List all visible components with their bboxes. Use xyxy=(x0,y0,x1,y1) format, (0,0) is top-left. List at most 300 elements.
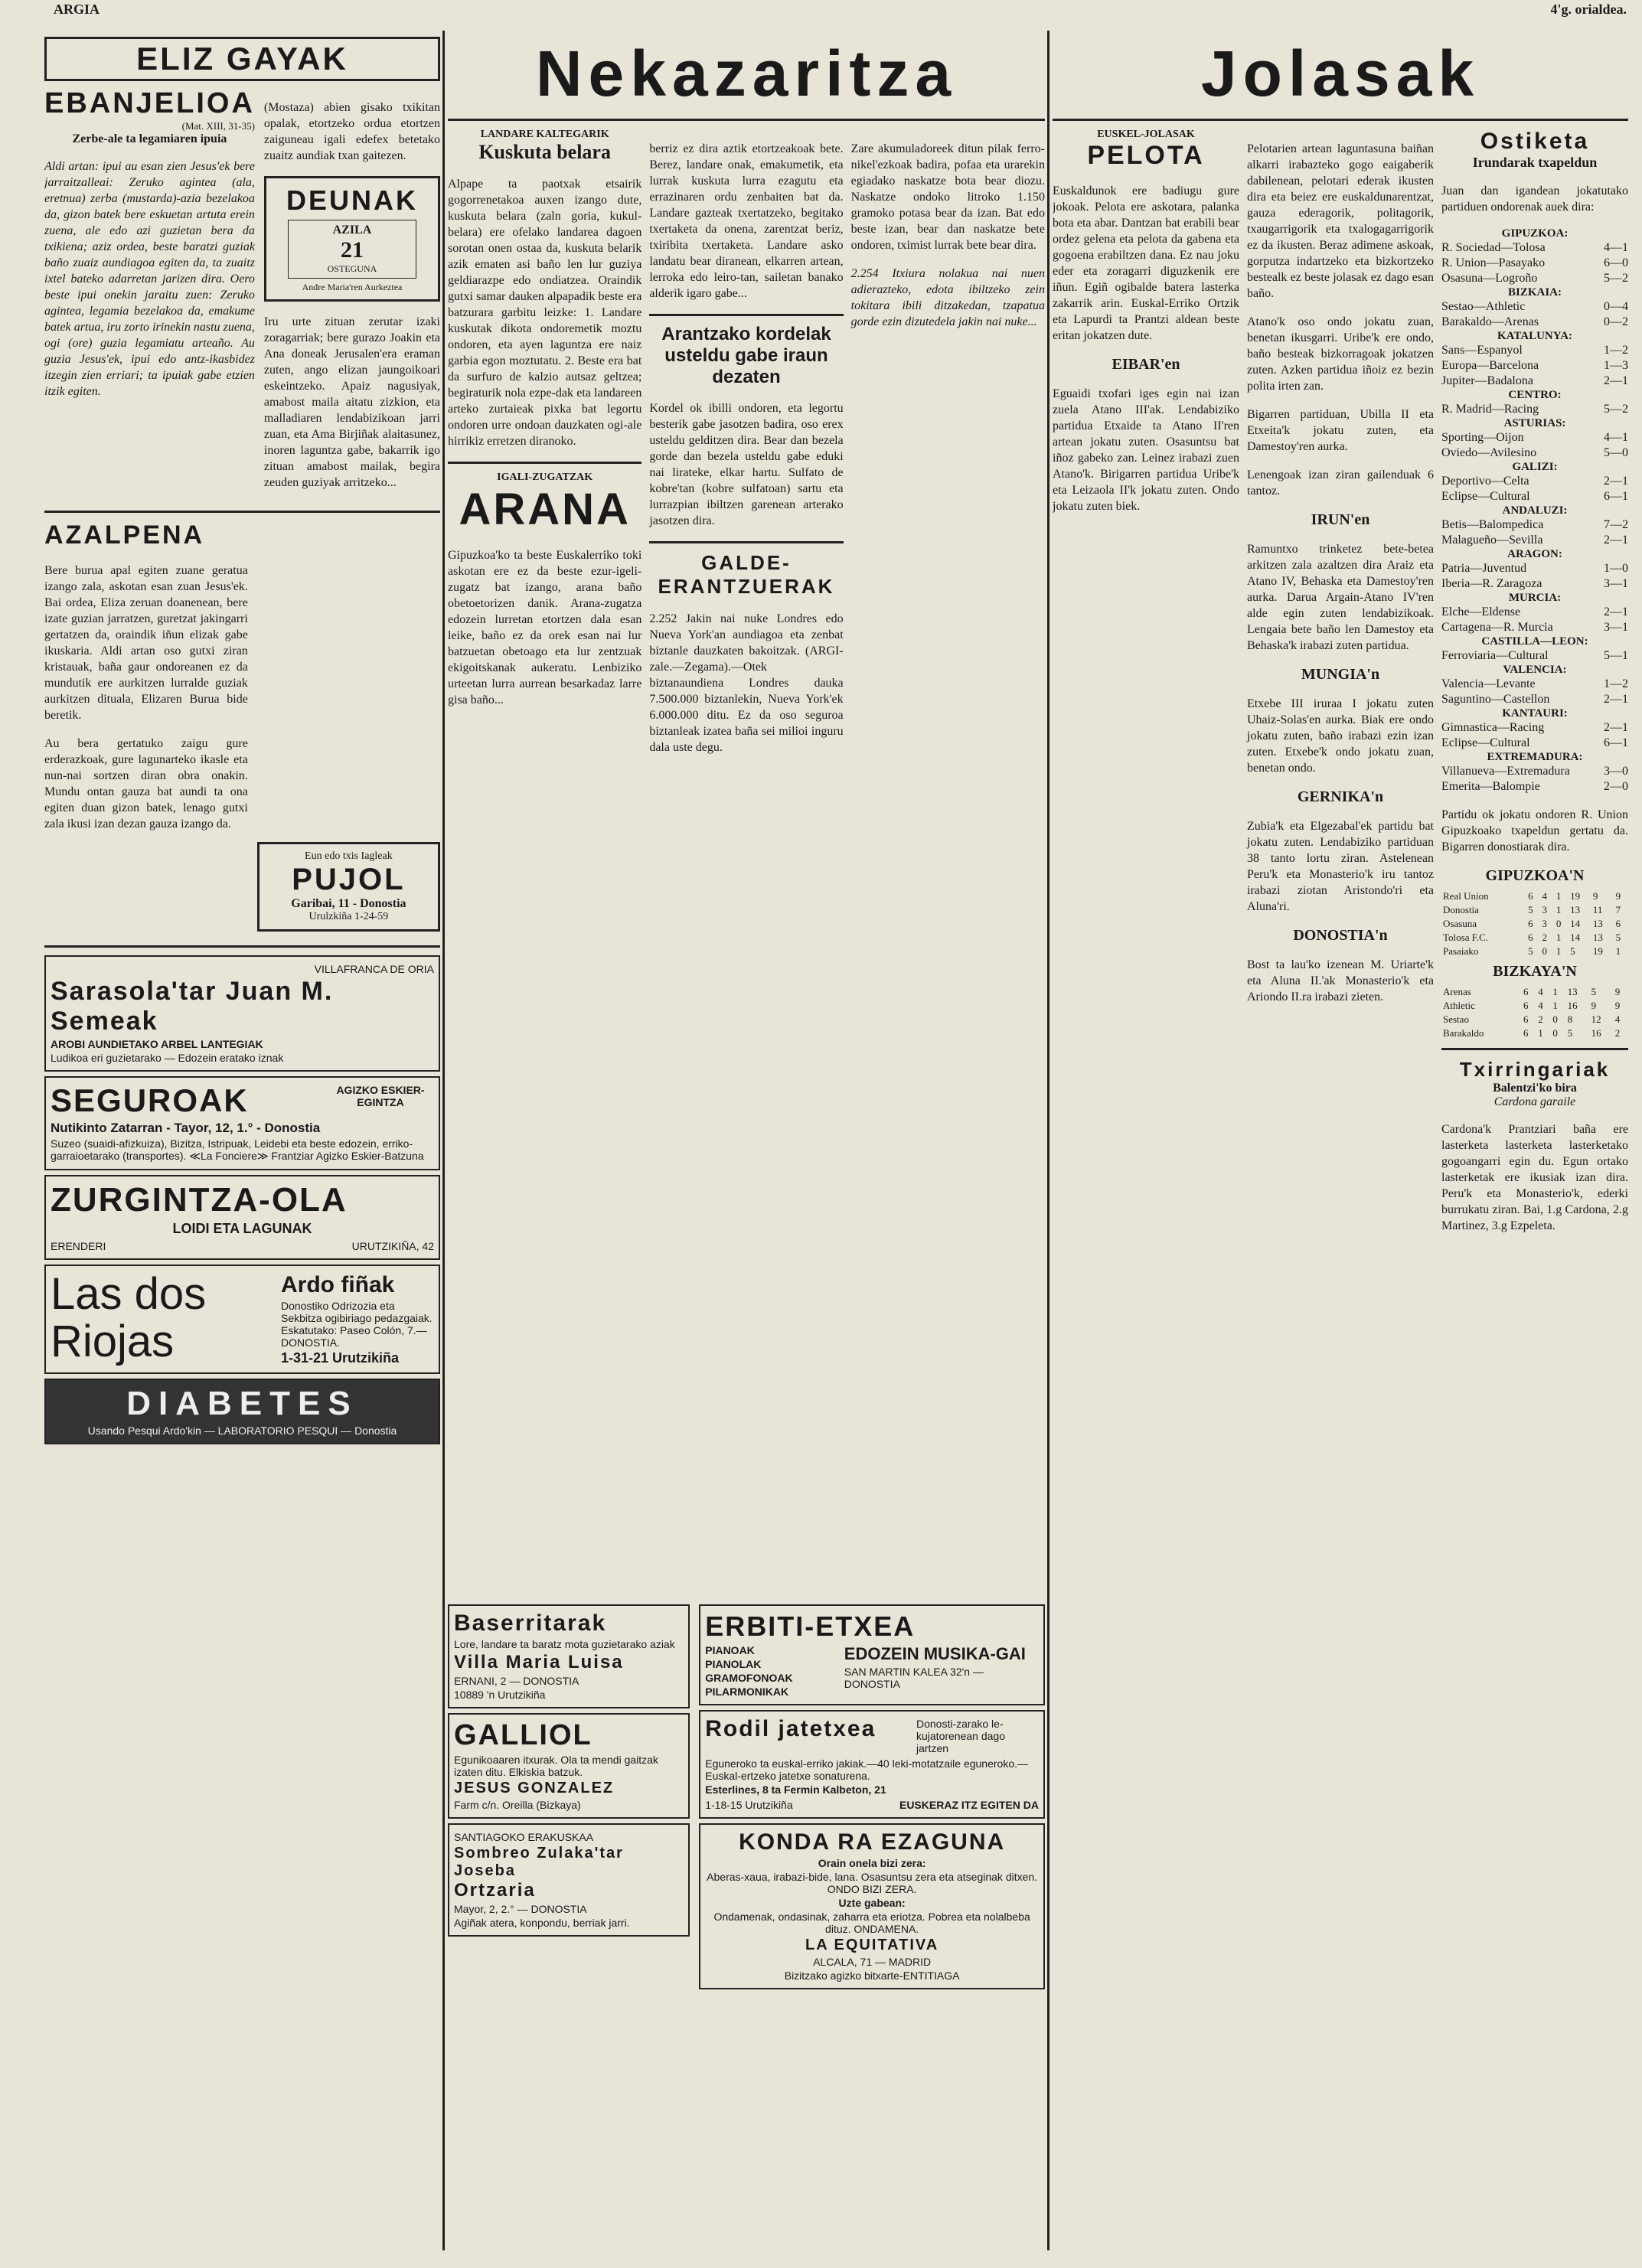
nekazaritza-title: Nekazaritza xyxy=(535,38,958,109)
match-score: 2—1 xyxy=(1604,693,1628,706)
gipuzkoa-standings xyxy=(1441,889,1628,958)
column-rule xyxy=(1047,31,1050,2250)
standings-cell: 1 xyxy=(1555,890,1562,902)
ostiketa-intro: Juan dan igandean jokatutako partiduen ondorenak auek dira: xyxy=(1441,184,1628,214)
standings-cell: 16 xyxy=(1567,1000,1578,1011)
txirrin-title: Txirringariak xyxy=(1459,1058,1611,1081)
standings-cell: 2 xyxy=(1538,1013,1543,1025)
ad-rodil-text: Eguneroko ta euskal-erriko jakiak.—40 leki-motatzaile eguneroko.—Euskal-ertzeko jatetxe sonaturena. xyxy=(705,1757,1028,1782)
column-nekazaritza-ads xyxy=(448,1600,1045,2227)
match-score: 2—1 xyxy=(1604,374,1628,387)
standings-cell: 9 xyxy=(1592,890,1598,902)
eibar-text3: Lenengoak izan ziran gailenduak 6 tantoz. xyxy=(1247,468,1434,498)
standings-cell: 9 xyxy=(1614,986,1621,997)
standings-cell: Osasuna xyxy=(1443,918,1477,929)
match-score: 1—2 xyxy=(1604,344,1628,357)
match-teams: Iberia—R. Zaragoza xyxy=(1441,577,1542,590)
ad-rodil-addr: Esterlines, 8 ta Fermin Kalbeton, 21 xyxy=(705,1783,886,1796)
match-teams: Osasuna—Logroño xyxy=(1441,272,1538,285)
ad-las-dos-riojas xyxy=(44,1265,440,1374)
match-result xyxy=(1441,489,1628,504)
match-score: 0—2 xyxy=(1604,315,1628,328)
standings-cell: 0 xyxy=(1552,1013,1558,1025)
ad-rodil-title: Rodil jatetxea xyxy=(705,1716,876,1741)
standings-cell: 6 xyxy=(1528,918,1533,929)
ad-zurgintza-title: ZURGINTZA-OLA xyxy=(51,1181,348,1219)
standings-cell: 5 xyxy=(1567,1027,1573,1039)
match-result xyxy=(1441,648,1628,664)
azalpena-text: Bere burua apal egiten zuane geratua izango zala, askotan esan zuan Jesus'ek. Bai ordea, Eliza zeruan doanenean, bere izate guzian jarratzen, guretzat jakingarri gertatzen da, oraindik iñun elizak gabe ikuskaria. Aldi artan oso gutxi ziran kristauak, baña gaur ondoreanen ez da mundutik ere aurkitzen lurralde guziak aurkitzen dituala, Elizaren Burua bide beretik. xyxy=(44,564,248,722)
match-result xyxy=(1441,256,1628,271)
ad-erbiti-item: PIANOAK xyxy=(705,1644,755,1656)
section-title: ELIZ GAYAK xyxy=(136,41,348,77)
standings-cell: 5 xyxy=(1591,986,1597,997)
match-teams: Ferroviaria—Cultural xyxy=(1441,649,1549,662)
standings-cell: 0 xyxy=(1542,945,1547,957)
match-score: 4—1 xyxy=(1604,241,1628,254)
ad-erbiti-right: EDOZEIN MUSIKA-GAI xyxy=(844,1644,1026,1663)
mungia-text: Etxebe III iruraa I jokatu zuten Uhaiz-Solas'en aurka. Biak ere ondo jokatu zuten, baño irabazi ezin izan zuten. Etxebe'k ondo jokatu zuan, benetan ondo. xyxy=(1247,697,1434,775)
standings-cell: 0 xyxy=(1552,1027,1558,1039)
ad-konda-line3: Uzte gabean: xyxy=(838,1897,906,1909)
match-teams: R. Sociedad—Tolosa xyxy=(1441,241,1546,254)
igali-text: Gipuzkoa'ko ta beste Euskalerriko toki askotan ere ez da beste ezur-igeli-zugatz bat izango, arana baño obetoetorizen danik. Arana-zugatza edozein lurretan etortzen dala esan leike, baño ez da orek esan nai lur batzuetan obetoago eta lur zentzuak ekigoitskanak aukeratu. Lenbiziko urteetan lurra aurrean besarkadaz larre gisa baño... xyxy=(448,549,642,707)
ad-galliol xyxy=(448,1713,690,1819)
region-name: CENTRO: xyxy=(1508,389,1562,401)
standings-cell: 9 xyxy=(1615,890,1621,902)
standings-cell: Pasaiako xyxy=(1443,945,1479,957)
match-score: 4—1 xyxy=(1604,431,1628,444)
landare-text: Alpape ta paotxak etsairik gogorrenetakoa auxen izango dute, kuskuta belara (zaln goria, kukul-belara) ere ofelako landarea dagoen sorotan onen ostaa da, kuskuta belarik azik ematen asi baño len lur guziya geldiarazpe edo ondiatzea. Oraindik gutxi samar dauken alpapadik beste era batzurara garbitu leizke: 1. Landare kuskutak dikota ondoremetik moztu ondoren, eta ayen laguntza ere naiz garbia egon moztutatu. 2. Beste era bat da surfuro de kalzio autsaz geltzea; begiraturik nola ezpe-dak eta landareen arteko zurtaieak pixka bat legortu ondoren urre ondoan dauzkaten ogi-ale hirrikiz erretzen diranoko. xyxy=(448,178,642,448)
ebanjelioa-title: EBANJELIOA xyxy=(44,87,255,119)
ad-diabetes-note: Usando Pesqui Ardo'kin — LABORATORIO PESQUI — Donostia xyxy=(87,1424,397,1437)
deunak-weekday: OSTEGUNA xyxy=(327,263,377,274)
masthead-right: 4'g. orialdea. xyxy=(1550,2,1627,17)
ostiketa-title: Ostiketa xyxy=(1480,129,1590,154)
match-score: 2—1 xyxy=(1604,475,1628,488)
match-teams: Malagueño—Sevilla xyxy=(1441,534,1543,547)
match-teams: Europa—Barcelona xyxy=(1441,359,1539,372)
standings-cell: 19 xyxy=(1592,945,1603,957)
pujol-name: PUJOL xyxy=(292,863,406,896)
match-result xyxy=(1441,374,1628,389)
standings-row xyxy=(1441,903,1628,917)
jolasak-title: Jolasak xyxy=(1200,38,1480,109)
region-name: ARAGON: xyxy=(1507,548,1562,560)
standings-row xyxy=(1441,985,1628,999)
match-score: 1—0 xyxy=(1604,562,1628,575)
standings-cell: 2 xyxy=(1614,1027,1621,1039)
standings-cell: Sestao xyxy=(1443,1013,1469,1025)
ad-zurgintza-sub: LOIDI ETA LAGUNAK xyxy=(172,1221,312,1236)
ad-konda-line1: Orain onela bizi zera: xyxy=(818,1857,926,1869)
ad-riojas-tel: 1-31-21 Urutzikiña xyxy=(281,1350,400,1366)
galde-title: GALDE-ERANTZUERAK xyxy=(658,551,835,598)
standings-cell: 14 xyxy=(1570,918,1581,929)
donosti-text: Bost ta lau'ko izenean M. Uriarte'k eta Aluna II.'ak Monasterio'k eta Ariondo II.ra irabazi zieten. xyxy=(1247,958,1434,1003)
match-teams: R. Union—Pasayako xyxy=(1441,256,1546,269)
gipuzkoa-standings-title: GIPUZKOA'N xyxy=(1485,867,1585,884)
ad-orbe-title2: Ortzaria xyxy=(454,1880,536,1901)
ad-galliol-title: GALLIOL xyxy=(454,1719,592,1751)
standings-cell: 4 xyxy=(1538,986,1543,997)
ad-erbiti-item: PIANOLAK xyxy=(705,1658,762,1670)
standings-cell: 4 xyxy=(1542,890,1547,902)
match-result xyxy=(1441,240,1628,256)
ad-konda-title: KONDA RA EZAGUNA xyxy=(739,1829,1006,1855)
standings-cell: 6 xyxy=(1523,986,1529,997)
standings-row xyxy=(1441,917,1628,931)
deunak-month: AZILA xyxy=(332,224,372,237)
standings-row xyxy=(1441,889,1628,903)
deunak-day: 21 xyxy=(340,237,364,263)
ad-konda-note: Bizitzako agizko bitxarte-ENTITIAGA xyxy=(784,1969,960,1982)
ad-erbiti xyxy=(699,1604,1045,1705)
ad-seguroak-title: SEGUROAK xyxy=(51,1082,249,1118)
standings-cell: Athletic xyxy=(1443,1000,1475,1011)
pelota-heading: EUSKEL-JOLASAK xyxy=(1097,129,1195,140)
match-result xyxy=(1441,315,1628,330)
ad-rodil-tel: 1-18-15 Urutzikiña xyxy=(705,1799,793,1811)
match-score: 7—2 xyxy=(1604,518,1628,531)
ad-diabetes-title: DIABETES xyxy=(126,1385,358,1422)
match-result xyxy=(1441,736,1628,751)
irun-text: Ramuntxo trinketez bete-betea arkitzen zala azaltzen dira Araiz eta Atano IV, Behaska eta Damestoy'ren aurka. Darua Argain-Atano IV'ren alde egin zuten lendabizikoak. Lengaia bete baño len Damestoy eta Behaska'k irabazi zuten partidua. xyxy=(1247,543,1434,652)
match-score: 1—3 xyxy=(1604,359,1628,372)
ad-erbiti-item: PILARMONIKAK xyxy=(705,1685,789,1698)
match-score: 5—2 xyxy=(1604,403,1628,416)
zare-text: Zare akumuladoreek ditun pilak ferro-nikel'ezkoak badira, pofaa eta urarekin egiadako naskatze bota bear diozu. Naskatze ondoko litroko 1.150 gramoko potasa bear da izan. Bat edo beste izan, bear dan naskatze bete ondoren, tximist lurrak bete bear dira. xyxy=(850,142,1045,252)
match-result xyxy=(1441,343,1628,358)
match-result xyxy=(1441,271,1628,286)
standings-cell: 1 xyxy=(1555,904,1562,915)
ad-sarasola-sub: AROBI AUNDIETAKO ARBEL LANTEGIAK xyxy=(51,1038,263,1050)
standings-cell: 9 xyxy=(1614,1000,1621,1011)
match-teams: Saguntino—Castellon xyxy=(1441,693,1550,706)
ad-galliol-name: JESUS GONZALEZ xyxy=(454,1780,615,1796)
match-result xyxy=(1441,576,1628,592)
match-teams: Jupiter—Badalona xyxy=(1441,374,1533,387)
match-teams: Sans—Espanyol xyxy=(1441,344,1523,357)
standings-cell: 2 xyxy=(1542,932,1547,943)
standings-cell: 1 xyxy=(1615,945,1621,957)
deunak-title: DEUNAK xyxy=(286,184,418,216)
region-name: EXTREMADURA: xyxy=(1487,751,1583,763)
ad-erbiti-item: GRAMOFONOAK xyxy=(705,1672,793,1684)
match-result xyxy=(1441,561,1628,576)
region-name: VALENCIA: xyxy=(1503,664,1567,676)
match-score: 6—1 xyxy=(1604,490,1628,503)
match-teams: Deportivo—Celta xyxy=(1441,475,1529,488)
ad-sarasola xyxy=(44,955,440,1072)
standings-cell: 13 xyxy=(1592,918,1603,929)
txirrin-text: Cardona'k Prantziari baña ere lasterketa lasterketa lasterketako gogoangarri egin du. Egun ortako lasterketak ere ikusiak izan dira. Peru'k eta Monasterio'k, ederki burrukatu ziran. Bai, 1.g Cardona, 2.g Martinez, 3.g Ezpeleta. xyxy=(1441,1123,1628,1232)
match-result xyxy=(1441,299,1628,315)
ebanjelioa-text2: (Mostaza) abien gisako txikitan opalak, etortzeko ordua etortzen zaiguneau igali edefex betetako zuaitz aundiak txan gaitezen. xyxy=(263,101,440,162)
match-score: 2—1 xyxy=(1604,534,1628,547)
ebanjelioa-subtitle: Zerbe-ale ta legamiaren ipuia xyxy=(72,132,227,145)
pelota-text: Euskaldunok ere badiugu gure jokoak. Pelota ere askotara, palanka bota eta abar. Dantzan bat erabili bear ordez gelena eta pelota da gabena eta gogoena erabiltzen dana. Ez nau joku eder eta zoragarri diguzkenik ere iñun. Egiñ ogibalde batera lasterka zakarrik arin. Euskal-Erriko Ortzik eta Lapurdi ta Prantzi aldean beste eritan jokatzen dute. xyxy=(1053,184,1239,342)
ad-baserri-title: Baserritarak xyxy=(454,1610,607,1636)
column-rule xyxy=(442,31,445,2250)
match-score: 5—1 xyxy=(1604,649,1628,662)
zare-q2: 2.254 Itxiura nolakua nai nuen adierazteko, edota ibiltzeko zein tokitara ibili ditzakedan, tzapatua gorde ezin dizutedela jakin nai nuke... xyxy=(850,267,1045,328)
deunak-box xyxy=(264,176,440,302)
standings-cell: 13 xyxy=(1567,986,1578,997)
match-result xyxy=(1441,764,1628,779)
match-result xyxy=(1441,779,1628,795)
standings-cell: 5 xyxy=(1570,945,1575,957)
ad-baserri-title2: Villa Maria Luisa xyxy=(454,1652,624,1672)
standings-cell: 6 xyxy=(1523,1027,1529,1039)
match-result xyxy=(1441,692,1628,707)
lantzeko-text: berriz ez dira aztik etortzeakoak bete. Berez, landare onak, emakumetik, eta lurrak kuskuta lurra ezagutu eta errazinaren ordu zenbaiten bat da. Landare gazteak txertatzeko, begitako txertaketa da onena, zarentzat beriz, txiribita txertaketa. Landare asko landatu bear diranean, elkarren artean, lerroka edo leiro-tan, sailetan banako alderik igaro gabe... xyxy=(649,142,844,300)
standings-cell: 14 xyxy=(1570,932,1581,943)
eibar-text: Eguaidi txofari iges egin nai izan zuela Atano III'ak. Lendabiziko partidua Etxaide ta Atano II'ren artean jokatu zuten. Osasuntsu bat iñoz gabeko zan. Leinez irabazi zuen Atano'k. Birigarren partidua Uribe'k eta Leizaola II'k jokatu zuten. Ondo jokatu zuten biek. xyxy=(1053,387,1239,513)
ad-erbiti-title: ERBITI-ETXEA xyxy=(705,1610,916,1642)
match-teams: Valencia—Levante xyxy=(1441,677,1536,690)
ad-baserri-addr: ERNANI, 2 — DONOSTIA xyxy=(454,1675,579,1687)
standings-cell: 16 xyxy=(1591,1027,1601,1039)
ostiketa-sub: Irundarak txapeldun xyxy=(1472,155,1598,170)
match-result xyxy=(1441,533,1628,548)
igali-title: ARANA xyxy=(459,485,631,534)
masthead-left: ARGIA xyxy=(54,2,100,17)
section-header xyxy=(44,37,440,81)
ebanjelioa-text: Aldi artan: ipui au esan zien Jesus'ek bere jarraitzalleai: Zeruko agintea (ala, eretnua) zerba (mustarda)-azia bezelakoa da, gizon batek bere eskuetan artuta erein zuena, ale edo azi guzietan bera da txikiena; aziz ordea, beste baratzi guziak baño zuaiz aundiagoa egiten da, ta zuaitz ixtel bateko adarretan jarizen dira. Oero beste ipui onekin jaraitu zuen: Zeruko agintea, legamia bezelakoa da, emakume batek artua, iru zorto irinekin nastu zuena, ogi (ore) guzia legamiatu arteaño. Au guzia Jesus'ek, ipui edo antz-ikasbidez itzegin zien erriari; ta ipuiak gabe etzien itzik egiten. xyxy=(44,160,255,398)
gernika-title: GERNIKA'n xyxy=(1297,788,1384,805)
match-score: 1—2 xyxy=(1604,677,1628,690)
region-name: CASTILLA—LEON: xyxy=(1481,635,1588,648)
standings-cell: Tolosa F.C. xyxy=(1443,932,1489,943)
match-result xyxy=(1441,402,1628,417)
mungia-title: MUNGIA'n xyxy=(1301,666,1380,683)
region-name: KATALUNYA: xyxy=(1497,330,1573,342)
txirrin-sub2: Cardona garaile xyxy=(1493,1095,1576,1108)
irun-title: IRUN'en xyxy=(1311,511,1370,528)
match-result xyxy=(1441,430,1628,445)
standings-cell: 1 xyxy=(1555,945,1562,957)
match-teams: Eclipse—Cultural xyxy=(1441,490,1530,503)
match-result xyxy=(1441,620,1628,635)
standings-cell: 9 xyxy=(1591,1000,1597,1011)
ad-zurgintza xyxy=(44,1175,440,1260)
match-teams: Gimnastica—Racing xyxy=(1441,721,1545,734)
standings-cell: 6 xyxy=(1523,1013,1529,1025)
match-score: 5—0 xyxy=(1604,446,1628,459)
ad-konda-line4: Ondamenak, ondasinak, zaharra eta eriotza. Pobrea eta nolalbeba dituz. ONDAMENA. xyxy=(713,1911,1030,1935)
standings-row xyxy=(1441,945,1628,958)
match-score: 6—0 xyxy=(1604,256,1628,269)
txirrin-sub: Balentzi'ko bira xyxy=(1493,1082,1577,1095)
standings-cell: 0 xyxy=(1555,918,1562,929)
bizkaia-standings-title: BIZKAYA'N xyxy=(1493,963,1577,980)
match-score: 0—4 xyxy=(1604,300,1628,313)
match-teams: Betis—Balompedica xyxy=(1441,518,1544,531)
standings-cell: 5 xyxy=(1615,932,1621,943)
pujol-addr: Garibai, 11 - Donostia xyxy=(291,897,406,910)
match-result xyxy=(1441,517,1628,533)
ad-orbe-line1: SANTIAGOKO ERAKUSKAA xyxy=(454,1831,594,1843)
gernika-text: Zubia'k eta Elgezabal'ek partidu bat jokatu zuten. Lendabiziko partiduan 38 tanto lortu ziran. Astelenean Peru'k eta Monasterio'k iru tantoz irabazi ziotan Aristondo'ri eta Aluna'ri. xyxy=(1247,820,1434,913)
ad-riojas-title2: Riojas xyxy=(51,1317,175,1366)
deunak-saint: Andre Maria'ren Aurkeztea xyxy=(302,282,403,292)
eibar-text2: Atano'k oso ondo jokatu zuan, benetan ikusgarri. Uribe'k ere ondo, baño besteak bizkorragoak jokatzen zuten. Azken partidua iñoiz ez bezin polita irten zan. xyxy=(1247,315,1434,393)
standings-cell: 6 xyxy=(1528,890,1533,902)
ad-orbe xyxy=(448,1823,690,1937)
standings-cell: 6 xyxy=(1528,932,1533,943)
column-nekazaritza xyxy=(448,31,1045,1500)
standings-row xyxy=(1441,1026,1628,1040)
standings-cell: 5 xyxy=(1528,945,1533,957)
ad-sarasola-title: Sarasola'tar Juan M. Semeak xyxy=(51,977,334,1036)
standings-cell: 1 xyxy=(1538,1027,1543,1039)
match-score: 3—1 xyxy=(1604,621,1628,634)
ad-konda-right: ALCALA, 71 — MADRID xyxy=(813,1956,932,1968)
region-name: ASTURIAS: xyxy=(1503,417,1566,429)
match-teams: Villanueva—Extremadura xyxy=(1441,765,1570,778)
ad-seguroak xyxy=(44,1076,440,1170)
ad-baserritarak xyxy=(448,1604,690,1708)
match-result xyxy=(1441,677,1628,692)
ad-riojas-right2: Donostiko Odrizozia eta Sekbitza ogibiriago pedazgaiak. Eskatutako: Paseo Colón, 7.—DONOSTIA. xyxy=(281,1300,433,1349)
match-result xyxy=(1441,474,1628,489)
igali-heading: IGALI-ZUGATZAK xyxy=(497,472,593,483)
standings-cell: 4 xyxy=(1538,1000,1543,1011)
ad-riojas-title1: Las dos xyxy=(51,1269,207,1319)
ad-zurgintza-left: ERENDERI xyxy=(51,1240,106,1252)
ad-rodil-right: Donosti-zarako le-kujatorenean dago jartzen xyxy=(916,1718,1005,1754)
deunak-text: Iru urte zituan zerutar izaki zoragarriak; bere gurazo Joakin eta Ana doneak Jerusalen'era eraman zuten, ango elizan jaungoikoari eskeintzeko. Apaiz nagusiyak, amabost maila aitatu zizkion, eta malladiaren lendabizikoan jarri zuan, eta Ama Birjiñak alaitasunez, inoren laguntza gabe, bakarrik igo zituan amabost mailak, begira zeuden guziyak arritzeko... xyxy=(263,315,440,489)
standings-cell: 6 xyxy=(1615,918,1621,929)
match-teams: Oviedo—Avilesino xyxy=(1441,446,1537,459)
standings-cell: 1 xyxy=(1555,932,1562,943)
column-jolasak xyxy=(1053,31,1628,2254)
match-teams: Sporting—Oijon xyxy=(1441,431,1524,444)
ad-orbe-title: Sombreo Zulaka'tar Joseba xyxy=(454,1845,624,1879)
match-teams: Eclipse—Cultural xyxy=(1441,736,1530,749)
ad-rodil xyxy=(699,1710,1045,1819)
ad-konda-line2: Aberas-xaua, irabazi-bide, lana. Osasuntsu zera eta atseginak ditxen. ONDO BIZI ZERA. xyxy=(707,1871,1038,1895)
standings-cell: 8 xyxy=(1567,1013,1573,1025)
arantzako-text: Kordel ok ibilli ondoren, eta legortu besterik gabe jasotzen badira, oso erex usteldu gelditzen dira. Bear dan bezela gorde dan bezela usteldu gabe eduki nai lirateke, elkar hartu. Sulfato de kobre'tan (kobre sulfatoan) sartu eta lurrazpian ibiltzen garenean arterako jasotzen dira. xyxy=(649,402,844,527)
eibar-title: EIBAR'en xyxy=(1112,356,1180,373)
ad-orbe-note: Agiñak atera, konpondu, berriak jarri. xyxy=(454,1917,630,1929)
standings-cell: 12 xyxy=(1591,1013,1601,1025)
pujol-line1: Eun edo txis Iagleak xyxy=(305,850,393,862)
standings-cell: 6 xyxy=(1523,1000,1529,1011)
match-result xyxy=(1441,358,1628,374)
region-name: MURCIA: xyxy=(1508,592,1562,604)
arantzako-title: Arantzako kordelak usteldu gabe iraun dezaten xyxy=(661,324,831,387)
ad-seguroak-note: Suzeo (suaidi-afizkuiza), Bizitza, Istripuak, Leidebi eta beste edozein, erriko-garraioetarako (transportes). ≪La Fonciere≫ Frantziar Agizko Eskier-Batzuna xyxy=(51,1137,424,1162)
standings-cell: Real Union xyxy=(1443,890,1489,902)
match-score: 5—2 xyxy=(1604,272,1628,285)
match-score: 2—1 xyxy=(1604,721,1628,734)
landare-heading: LANDARE KALTEGARIK xyxy=(480,129,609,140)
galde-text: 2.252 Jakin nai nuke Londres edo Nueva York'an aundiagoa eta zenbat biztanle dauzkaten bakoitzak. (ARGI-zale.—Zegama).—Otek biztanaundiena Londres dauka 7.500.000 biztanlekin, Nueva York'ek 6.000.000 ditu. Ez da oso seguroa biztanleak izatea baña sei milioi inguru dala uste degu. xyxy=(649,612,844,754)
match-teams: Cartagena—R. Murcia xyxy=(1441,621,1553,634)
ad-diabetes xyxy=(44,1379,440,1444)
match-result xyxy=(1441,720,1628,736)
match-result xyxy=(1441,445,1628,461)
standings-cell: 13 xyxy=(1592,932,1603,943)
azalpena-title: AZALPENA xyxy=(44,520,205,550)
standings-row xyxy=(1441,999,1628,1013)
standings-cell: 19 xyxy=(1570,890,1581,902)
standings-cell: Donostia xyxy=(1443,904,1479,915)
match-score: 3—1 xyxy=(1604,577,1628,590)
standings-cell: 7 xyxy=(1615,904,1621,915)
pujol-ad xyxy=(257,842,440,932)
match-result xyxy=(1441,605,1628,620)
match-score: 2—0 xyxy=(1604,780,1628,793)
ebanjelioa-ref: (Mat. XIII, 31-35) xyxy=(181,120,255,132)
results-list xyxy=(1441,227,1628,795)
match-teams: Barakaldo—Arenas xyxy=(1441,315,1539,328)
ad-sarasola-top: VILLAFRANCA DE ORIA xyxy=(314,963,434,975)
landare-title: Kuskuta belara xyxy=(478,141,611,163)
masthead xyxy=(0,0,1642,18)
pelota-text2: Pelotarien artean laguntasuna baiñan alkarri irabazteko gogo eaigaberik dabilenean, pelotari ederak ikusten dira eta beiez ere euskaldunarentzat, gauza ederagorik, politagorik, txaugarrigorik eta txalogagarrigorik ez da ikusten. Beraz adimene askoak, gorputza indartzeko eta bizkortzeko bestealk ez beste jolasak ez dago esan baño. xyxy=(1247,142,1434,300)
azalpena-text2: Au bera gertatuko zaigu gure erderazkoak, gure lagunarteko ikasle eta nun-nai sortzen diran obra onakin. Mundu ontan gauza bat aundi ta ona egiten duan gizon batek, lenago gutxi zala ikusi izan dezan gauza izango da. xyxy=(44,737,248,831)
region-name: BIZKAIA: xyxy=(1507,286,1562,299)
ad-zurgintza-right: URUTZIKIÑA, 42 xyxy=(351,1240,434,1252)
region-name: GIPUZKOA: xyxy=(1501,227,1569,240)
match-teams: Sestao—Athletic xyxy=(1441,300,1526,313)
standings-cell: 11 xyxy=(1592,904,1603,915)
ad-erbiti-addr: SAN MARTIN KALEA 32'n — DONOSTIA xyxy=(844,1666,984,1690)
region-name: GALIZI: xyxy=(1512,461,1558,473)
ad-sarasola-note: Ludikoa eri guzietarako — Edozein eratako iznak xyxy=(51,1052,284,1064)
ad-baserri-tel: 10889 'n Urutzikiña xyxy=(454,1689,546,1701)
pujol-tel: Urulzkiña 1-24-59 xyxy=(308,911,389,922)
match-teams: R. Madrid—Racing xyxy=(1441,403,1539,416)
column-eliz-gayak xyxy=(44,31,440,2254)
ad-baserri-line1: Lore, landare ta baratz mota guzietarako aziak xyxy=(454,1638,675,1650)
match-teams: Emerita—Balompie xyxy=(1441,780,1540,793)
standings-cell: 13 xyxy=(1570,904,1581,915)
match-teams: Elche—Eldense xyxy=(1441,605,1521,618)
ostiketa-text: Partidu ok jokatu ondoren R. Union Gipuzkoako txapeldun gertatu da. Bigarren donostiarak dira. xyxy=(1441,808,1628,853)
ad-riojas-right1: Ardo fiñak xyxy=(281,1272,395,1297)
standings-cell: Arenas xyxy=(1443,986,1471,997)
ad-orbe-addr: Mayor, 2, 2.° — DONOSTIA xyxy=(454,1903,587,1915)
pelota-title: PELOTA xyxy=(1087,141,1205,170)
standings-cell: 1 xyxy=(1552,986,1558,997)
ad-seguroak-addr: Nutikinto Zatarran - Tayor, 12, 1.° - Donostia xyxy=(51,1121,321,1135)
match-score: 2—1 xyxy=(1604,605,1628,618)
donosti-title: DONOSTIA'n xyxy=(1293,927,1388,944)
region-name: ANDALUZI: xyxy=(1502,504,1568,517)
standings-cell: 5 xyxy=(1528,904,1533,915)
ad-konda xyxy=(699,1823,1045,1989)
ad-galliol-addr: Farm c/n. Oreilla (Bizkaya) xyxy=(454,1799,581,1811)
standings-cell: 1 xyxy=(1552,1000,1558,1011)
standings-row xyxy=(1441,931,1628,945)
eibar-sub: Bigarren partiduan, Ubilla II eta Etxeita'k jokatu zuten, eta Damestoy'ren aurka. xyxy=(1247,408,1434,453)
ad-konda-name: LA EQUITATIVA xyxy=(805,1937,939,1953)
ad-galliol-sub: Egunikoaaren itxurak. Ola ta mendi gaitzak izaten ditu. Elkiskia batzuk. xyxy=(454,1754,658,1778)
standings-cell: 3 xyxy=(1542,904,1547,915)
bizkaia-standings xyxy=(1441,985,1628,1040)
region-name: KANTAURI: xyxy=(1502,707,1568,720)
standings-cell: Barakaldo xyxy=(1443,1027,1484,1039)
standings-cell: 3 xyxy=(1542,918,1547,929)
standings-cell: 4 xyxy=(1614,1013,1621,1025)
match-teams: Patria—Juventud xyxy=(1441,562,1527,575)
match-score: 6—1 xyxy=(1604,736,1628,749)
